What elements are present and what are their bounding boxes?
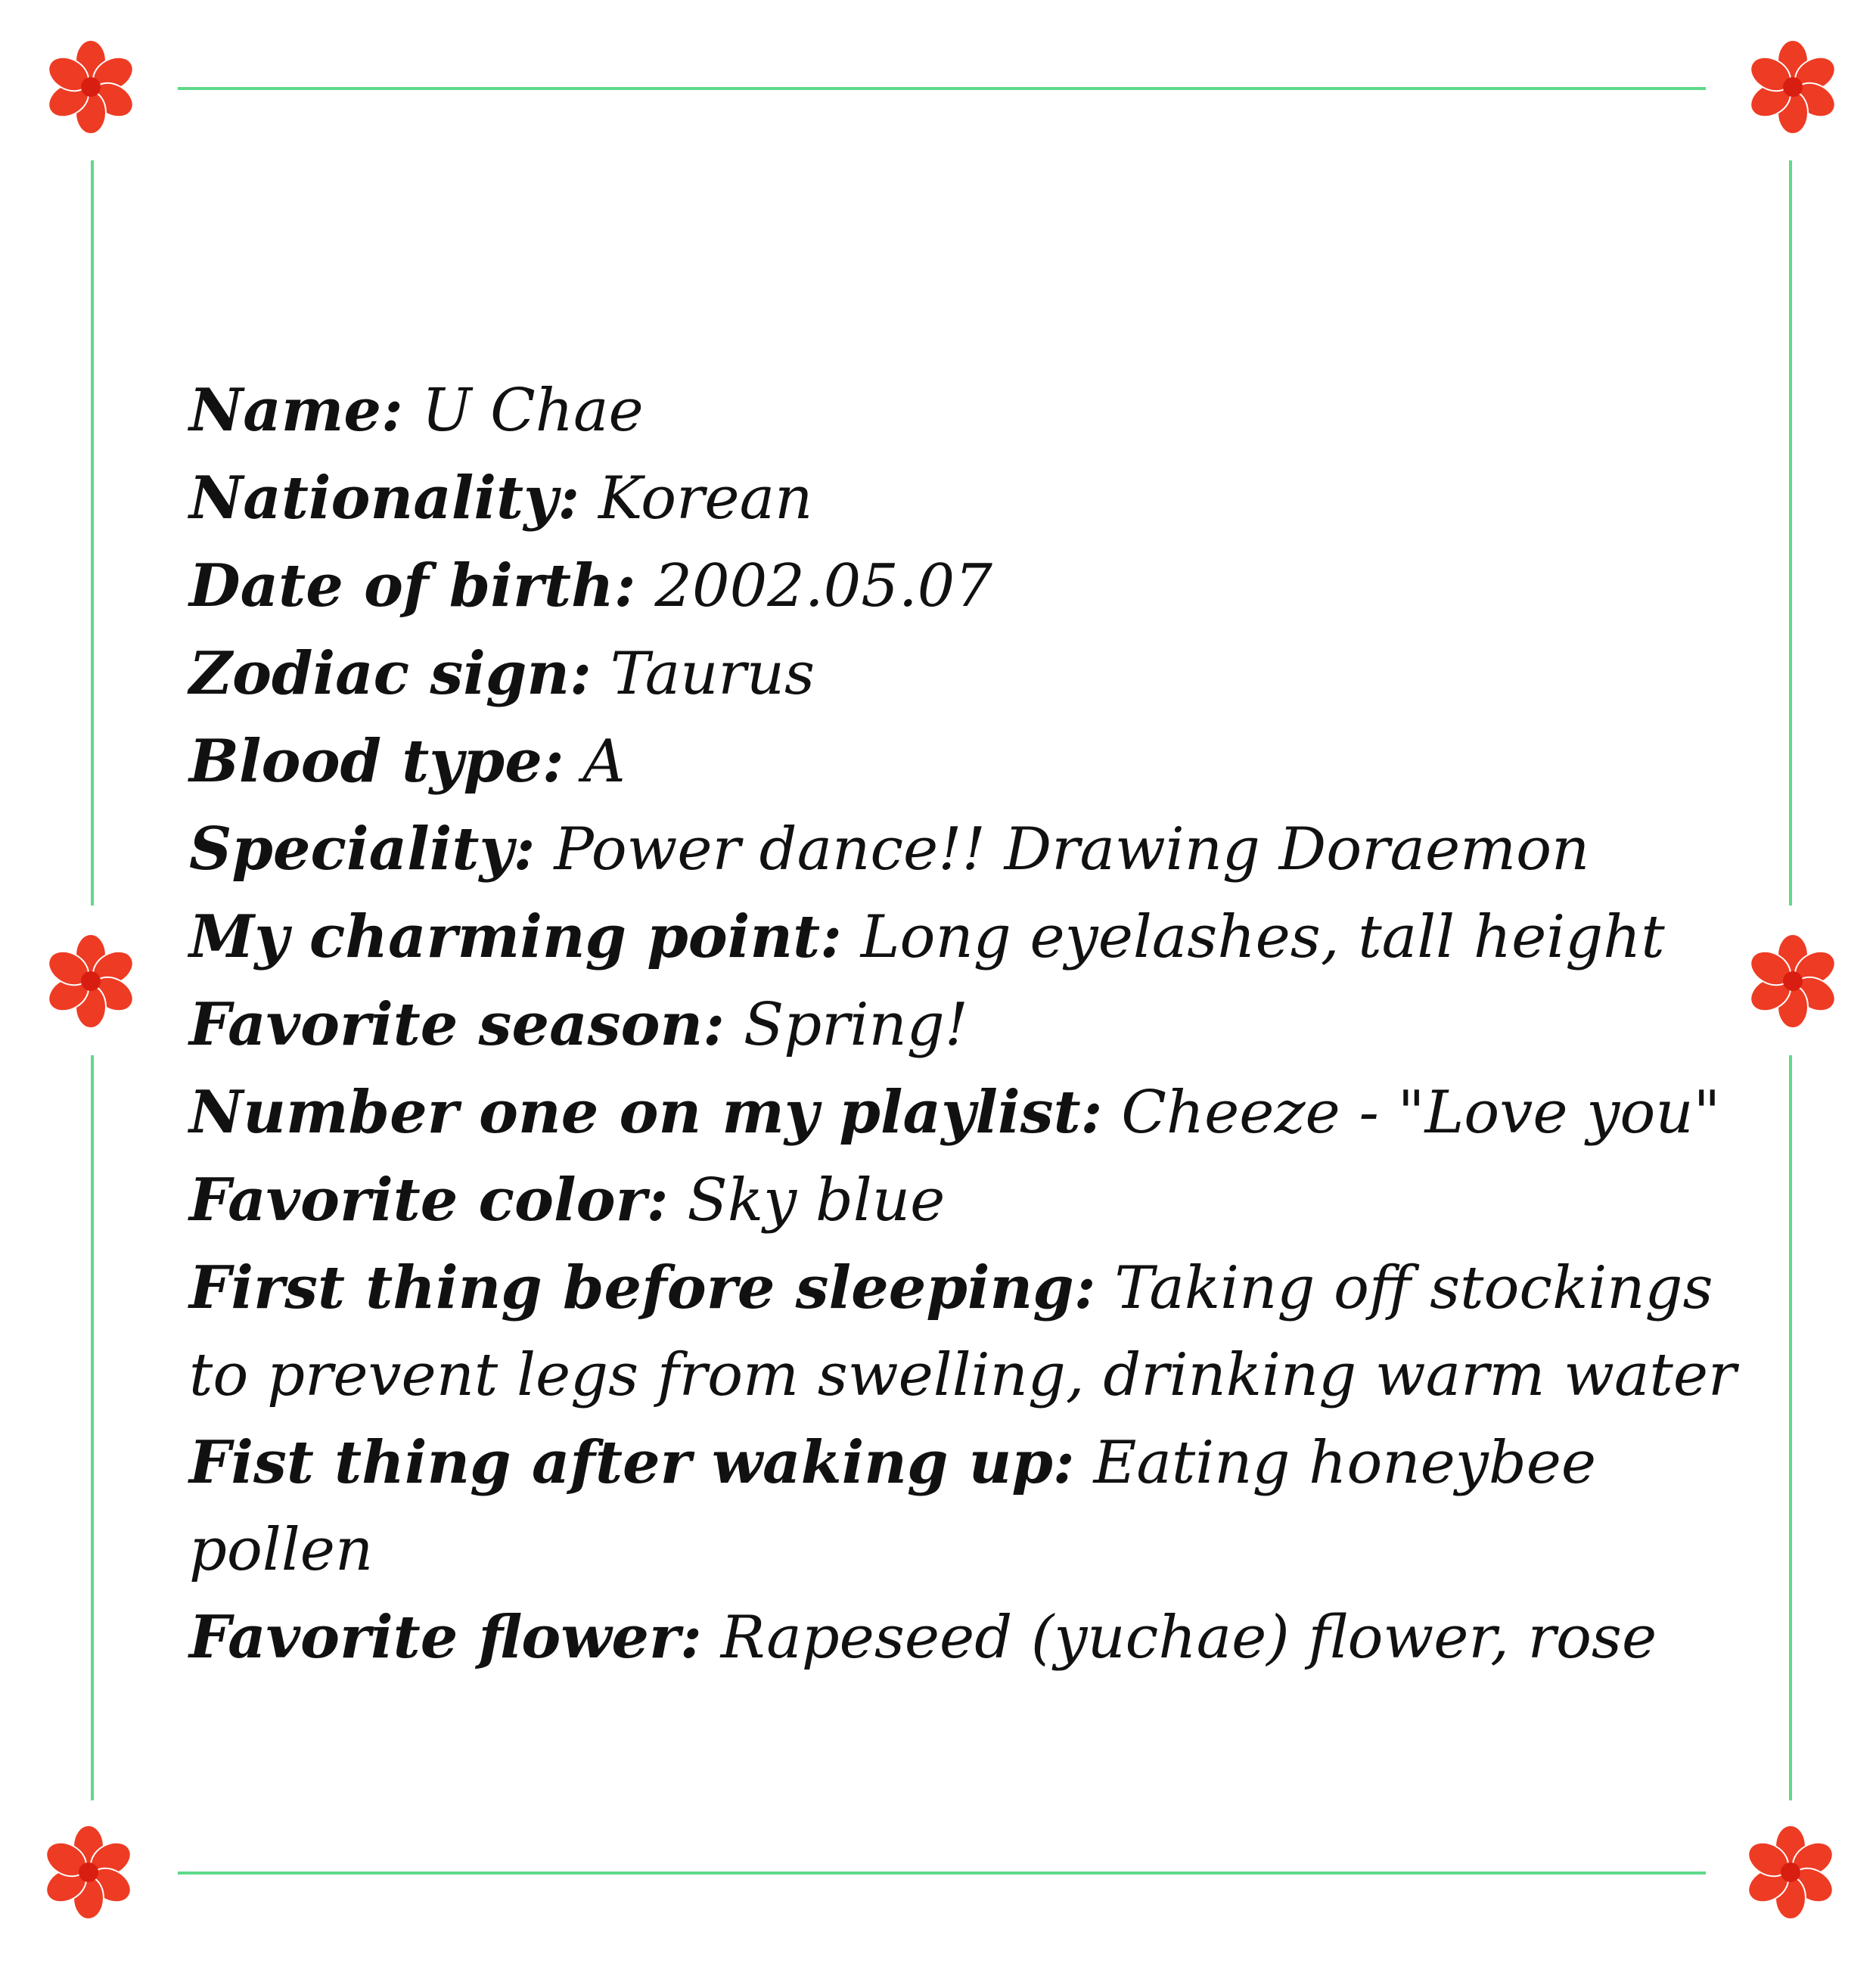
profile-row-after-waking [189, 1419, 1740, 1594]
profile-row-favorite-color [189, 1157, 1740, 1244]
field-label: Favorite flower: [189, 1603, 702, 1672]
profile-row-name [189, 367, 1740, 455]
field-label: Fist thing after waking up: [189, 1428, 1075, 1497]
profile-row-before-sleeping [189, 1244, 1740, 1419]
field-value: Cheeze - "Love you" [1121, 1079, 1721, 1147]
profile-row-favorite-season [189, 981, 1740, 1069]
field-label: Blood type: [189, 727, 564, 796]
profile-row-speciality [189, 806, 1740, 893]
field-label: Favorite season: [189, 990, 725, 1059]
field-label: First thing before sleeping: [189, 1253, 1096, 1322]
profile-row-zodiac-sign [189, 630, 1740, 718]
field-value: Rapeseed (yuchae) flower, rose [720, 1604, 1657, 1672]
field-value: Spring! [743, 991, 968, 1059]
field-value: Sky blue [687, 1166, 946, 1235]
border-right-line-upper [1789, 160, 1792, 905]
profile-list [189, 367, 1740, 1682]
profile-row-nationality [189, 455, 1740, 542]
red-flower-icon [1741, 1823, 1840, 1921]
field-label: Nationality: [189, 464, 580, 533]
red-flower-icon [42, 932, 140, 1030]
red-flower-icon [39, 1823, 138, 1921]
border-left-line-lower [91, 1055, 94, 1800]
field-label: Speciality: [189, 815, 536, 884]
red-flower-icon [1744, 38, 1842, 136]
profile-row-date-of-birth [189, 542, 1740, 630]
border-left-line-upper [91, 160, 94, 905]
field-label: Number one on my playlist: [189, 1078, 1103, 1147]
field-value: Taurus [610, 640, 815, 708]
field-value: Eating honeybee pollen [189, 1429, 1597, 1584]
border-right-line-lower [1789, 1055, 1792, 1800]
red-flower-icon [42, 38, 140, 136]
field-value: U Chae [421, 377, 644, 445]
field-value: A [582, 728, 626, 796]
profile-row-playlist [189, 1069, 1740, 1157]
field-value: Korean [598, 464, 813, 533]
field-value: Power dance!! Drawing Doraemon [554, 815, 1590, 884]
field-label: Zodiac sign: [189, 639, 592, 708]
profile-row-favorite-flower [189, 1594, 1740, 1682]
border-top-line [178, 87, 1706, 90]
red-flower-icon [1744, 932, 1842, 1030]
field-label: Date of birth: [189, 551, 636, 620]
field-label: Favorite color: [189, 1166, 669, 1235]
field-label: My charming point: [189, 902, 842, 971]
field-value: 2002.05.07 [654, 552, 992, 620]
field-value: Long eyelashes, tall height [860, 903, 1665, 971]
profile-row-charming-point [189, 893, 1740, 981]
profile-row-blood-type [189, 718, 1740, 806]
field-label: Name: [189, 376, 403, 445]
border-bottom-line [178, 1872, 1706, 1875]
field-value: Taking off stockings to prevent legs from swelling, drinking warm water [189, 1254, 1737, 1409]
